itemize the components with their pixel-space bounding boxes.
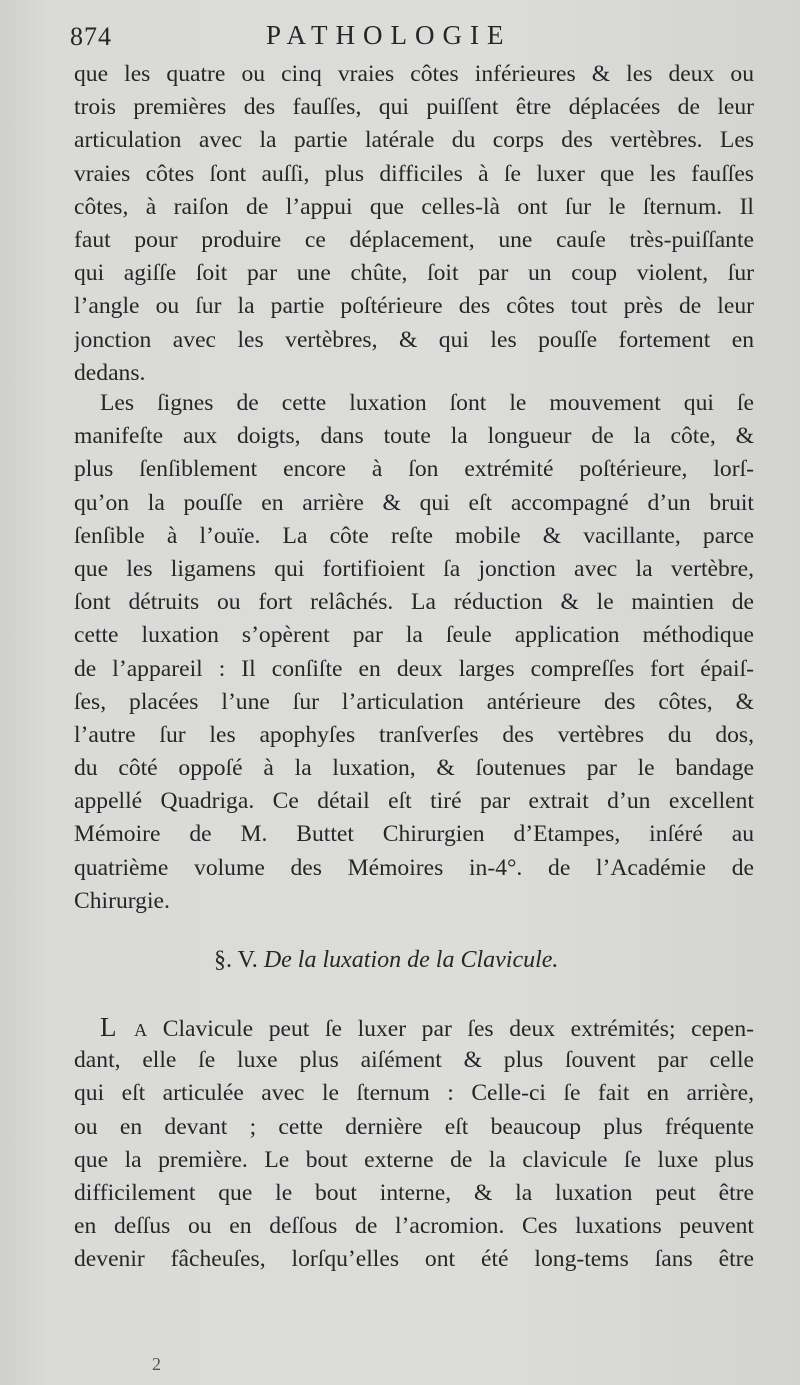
text-line: appellé Quadriga. Ce détail eſt tiré par extrait d’un excellent: [74, 788, 754, 815]
paragraph-signs: [74, 387, 754, 918]
text-line: dant, elle ſe luxe plus aiſément & plus ſouvent par celle: [74, 1047, 754, 1074]
text-line: faut pour produire ce déplacement, une cauſe très-puiſſante: [74, 226, 754, 253]
text-line: que les ligamens qui fortifioient ſa jonction avec la vertèbre,: [74, 555, 754, 582]
text-line: devenir fâcheuſes, lorſqu’elles ont été long-tems ſans être: [74, 1246, 754, 1273]
text-line: qui eſt articulée avec le ſternum : Celle-ci ſe fait en arrière,: [74, 1080, 754, 1107]
section-heading: [214, 947, 558, 974]
initial-letter: L: [100, 1012, 119, 1042]
text-line: du côté oppoſé à la luxation, & ſoutenues par le bandage: [74, 755, 754, 782]
text-line: cette luxation s’opèrent par la ſeule application méthodique: [74, 622, 754, 649]
initial-smallcap: A: [134, 1020, 148, 1040]
text-line: manifeſte aux doigts, dans toute la longueur de la côte, &: [74, 423, 754, 450]
text-line: que la première. Le bout externe de la clavicule ſe luxe plus: [74, 1146, 754, 1173]
text-line: ſenſible à l’ouïe. La côte reſte mobile & vacillante, parce: [74, 522, 754, 549]
section-title: De la luxation de la Clavicule.: [263, 947, 559, 973]
text-line: trois premières des fauſſes, qui puiſſent être déplacées de leur: [74, 94, 754, 121]
text-line: côtes, à raiſon de l’appui que celles-là ont ſur le ſternum. Il: [74, 193, 754, 220]
text-line: l’autre ſur les apophyſes tranſverſes des vertèbres du dos,: [74, 721, 754, 748]
page-header: [70, 18, 760, 54]
paragraph-continued: [74, 58, 754, 390]
text-line: dedans.: [74, 359, 146, 386]
text-line: ſont détruits ou fort relâchés. La réduction & le maintien de: [74, 589, 754, 616]
running-title: PATHOLOGIE: [266, 20, 512, 50]
text-line: en deſſus ou en deſſous de l’acromion. Ces luxations peuvent: [74, 1213, 754, 1240]
text-line: qu’on la pouſſe en arrière & qui eſt accompagné d’un bruit: [74, 489, 754, 516]
text-line: de l’appareil : Il conſiſte en deux larges compreſſes fort épaiſ-: [74, 655, 754, 682]
text-line: difficilement que le bout interne, & la luxation peut être: [74, 1179, 754, 1206]
text-line: l’angle ou ſur la partie poſtérieure des côtes tout près de leur: [74, 293, 754, 320]
page-number: 874: [70, 22, 112, 51]
text-line: ou en devant ; cette dernière eſt beaucoup plus fréquente: [74, 1113, 754, 1140]
text-line: Mémoire de M. Buttet Chirurgien d’Etampes, inſéré au: [74, 821, 754, 848]
section-number: §. V.: [214, 947, 258, 973]
text-line-first: [74, 1011, 754, 1044]
text-line: quatrième volume des Mémoires in-4°. de l’Académie de: [74, 854, 754, 881]
text-line: jonction avec les vertèbres, & qui les pouſſe fortement en: [74, 326, 754, 353]
text-line: Clavicule peut ſe luxer par ſes deux extrémités; cepen-: [162, 1016, 754, 1042]
text-line: plus ſenſiblement encore à ſon extrémité poſtérieure, lorſ-: [74, 456, 754, 483]
text-line: qui agiſſe ſoit par une chûte, ſoit par un coup violent, ſur: [74, 260, 754, 287]
text-line: Chirurgie.: [74, 887, 170, 914]
text-line: ſes, placées l’une ſur l’articulation antérieure des côtes, &: [74, 688, 754, 715]
text-line: vraies côtes ſont auſſi, plus difficiles à ſe luxer que les fauſſes: [74, 160, 754, 187]
text-line: que les quatre ou cinq vraies côtes inférieures & les deux ou: [74, 61, 754, 87]
paragraph-clavicle: [74, 1011, 754, 1277]
text-line: articulation avec la partie latérale du corps des vertèbres. Les: [74, 127, 754, 154]
text-line: Les ſignes de cette luxation ſont le mouvement qui ſe: [100, 390, 754, 416]
footer-mark: 2: [152, 1354, 161, 1374]
